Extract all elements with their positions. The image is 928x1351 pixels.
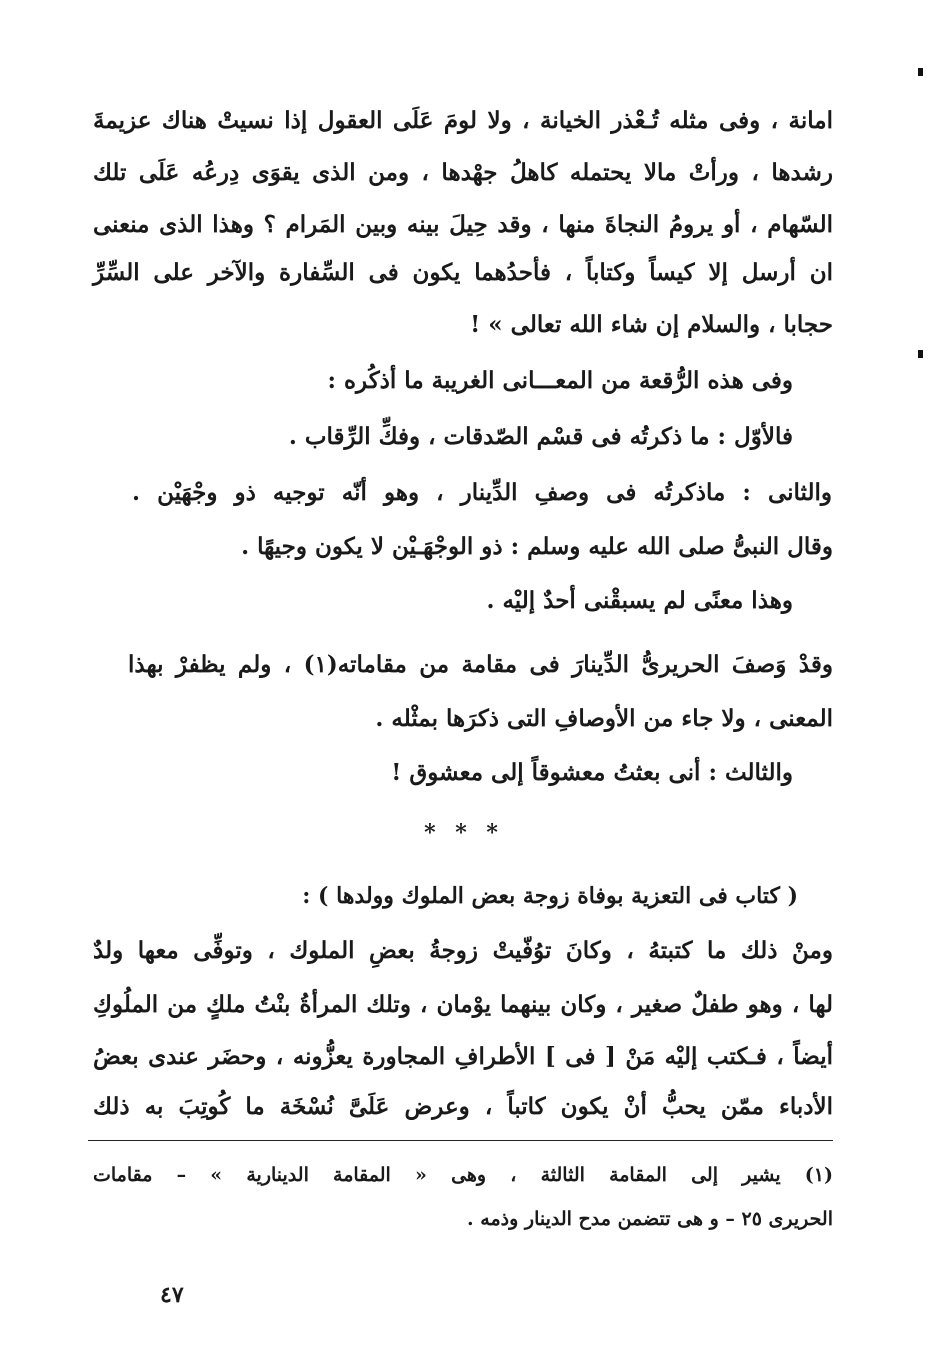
body-line: ان أرسل إلا كيساً وكتاباً ، فأحدُهما يكون فى السِّفارة والآخر على السِّرِّ xyxy=(93,259,833,286)
footnote-line: الحريرى ٢٥ – و هى تتضمن مدح الدينار وذمه . xyxy=(467,1208,833,1230)
body-line: حجابا ، والسلام إن شاء الله تعالى » ! xyxy=(470,311,833,338)
body-line: امانة ، وفى مثله تُـعْذر الخيانة ، ولا لومَ عَلَى العقول إذا نسيتْ هناك عزيمةَ xyxy=(93,107,833,134)
section-line: ومنْ ذلك ما كتبتهُ ، وكانَ توُفّيتْ زوجةُ بعضِ الملوك ، وتوفِّى معها ولدٌ xyxy=(93,937,833,964)
body-line: رشدها ، ورأتْ مالا يحتمله كاهلُ جهْدها ، ومن الذى يقوَى دِرعُه عَلَى تلك xyxy=(93,159,833,186)
hariri-line-1: وقدْ وَصفَ الحريرىُّ الدِّينارَ فى مقامة من مقاماته(١) ، ولم يظفرْ بهذا xyxy=(128,651,833,678)
section-heading: ( كتاب فى التعزية بوفاة زوجة بعض الملوك وولدها ) : xyxy=(302,883,798,909)
third-point: والثالث : أنى بعثتُ معشوقاً إلى معشوق ! xyxy=(391,759,793,786)
section-line: أيضاً ، فـكتب إليْه مَنْ [ فى ] الأطرافِ المجاورة يعزُّونه ، وحضَر عندى بعضُ xyxy=(93,1043,833,1070)
second-point: والثانى : ماذكرتُه فى وصفِ الدِّينار ، وهو أنّه توجيه ذو وجْهَيْن . xyxy=(132,479,832,506)
hadith-line: وقال النبىُّ صلى الله عليه وسلم : ذو الوجْهَـيْن لا يكون وجيهًا . xyxy=(241,533,833,560)
page-number: ٤٧ xyxy=(160,1282,184,1308)
footnote-rule xyxy=(88,1140,833,1141)
body-line: السّهام ، أو يرومُ النجاةَ منها ، وقد حِيلَ بينه وبين المَرام ؟ وهذا الذى منعنى xyxy=(93,211,833,238)
margin-mark xyxy=(918,350,923,358)
first-point: فالأوّل : ما ذكرتُه فى قسْم الصّدقات ، وفكِّ الرِّقاب . xyxy=(288,423,793,450)
section-line: الأدباء ممّن يحبُّ أنْ يكون كاتباً ، وعرض عَلَىَّ نُسْخَة ما كُوتِبَ به ذلك xyxy=(93,1093,833,1120)
margin-mark xyxy=(918,68,923,76)
section-separator: * * * xyxy=(424,820,504,846)
section-line: لها ، وهو طفلٌ صغير ، وكان بينهما يوْمان ، وتلك المرأةُ بنْتُ ملكٍ من الملُوكِ xyxy=(93,991,833,1018)
footnote-line: (١) يشير إلى المقامة الثالثة ، وهى « المقامة الدينارية » – مقامات xyxy=(93,1164,833,1186)
meaning-line: وهذا معنًى لم يسبقْنى أحدٌ إليْه . xyxy=(486,587,793,614)
hariri-line-2: المعنى ، ولا جاء من الأوصافِ التى ذكرَها بمثْله . xyxy=(375,705,833,732)
intro-line: وفى هذه الرُّقعة من المعـــانى الغريبة ما أذكُره : xyxy=(327,367,793,394)
